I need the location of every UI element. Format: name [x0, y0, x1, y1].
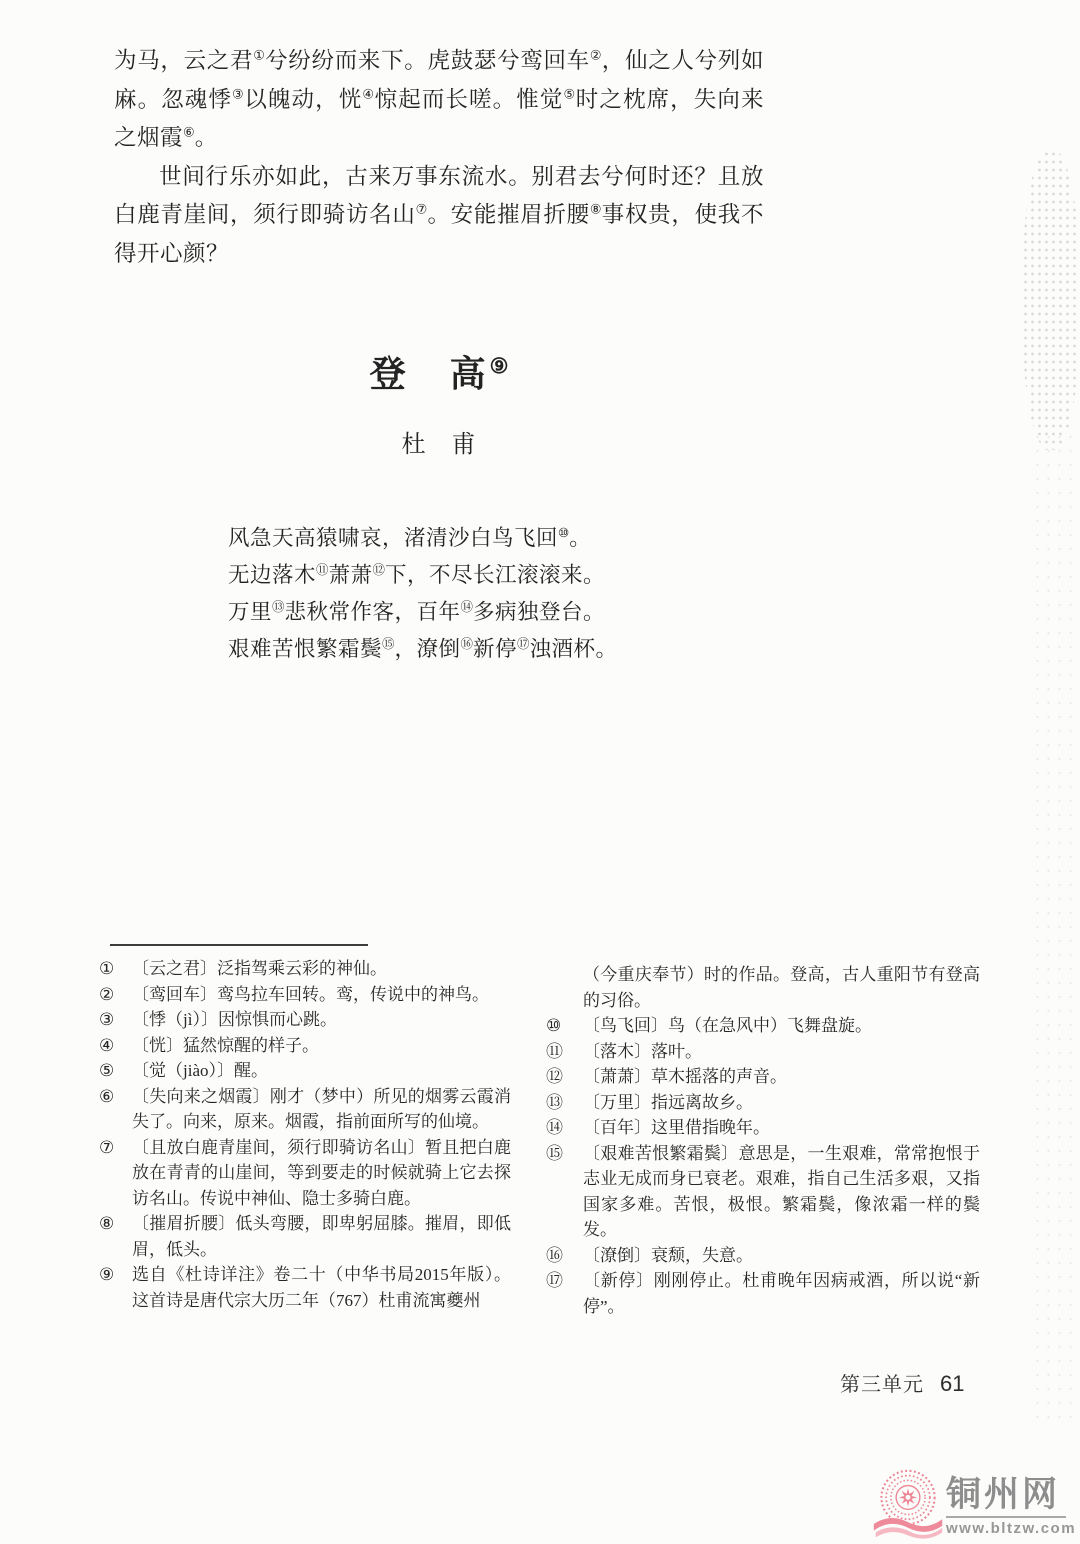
footnote-item [546, 1039, 980, 1065]
footnote-text: 选自《杜诗详注》卷二十（中华书局2015年版）。这首诗是唐代宗大历二年（767）杜甫流寓夔州 [132, 1265, 511, 1310]
footnote-marker: ⑧ [99, 1214, 115, 1233]
footnote-text: 〔新停〕刚刚停止。杜甫晚年因病戒酒，所以说“新停”。 [583, 1271, 980, 1316]
footnotes-left-column [99, 956, 511, 1313]
footnote-marker: ⑬ [546, 1092, 563, 1112]
footnote-item [546, 1141, 980, 1243]
footnote-item [546, 1243, 980, 1269]
footnote-marker: ⑫ [546, 1067, 563, 1086]
footnote-text: 〔鸟飞回〕鸟（在急风中）飞舞盘旋。 [583, 1016, 872, 1035]
footnote-item [99, 1135, 511, 1212]
footnote-marker: ③ [99, 1010, 115, 1029]
footnote-item [99, 982, 511, 1008]
scan-noise-cluster [1022, 150, 1080, 450]
unit-label: 第三单元 [840, 1374, 924, 1396]
poem-title: 登 高⑨ [369, 354, 509, 394]
footnote-text: 〔觉（jiào）〕醒。 [132, 1061, 268, 1080]
footnote-item [99, 1058, 511, 1084]
footnote-item [546, 1090, 980, 1116]
footnote-marker: ④ [99, 1035, 115, 1055]
footnote-text: 〔萧萧〕草木摇落的声音。 [583, 1067, 787, 1086]
footnote-marker: ⑤ [99, 1061, 115, 1080]
poem-author: 杜 甫 [401, 432, 477, 458]
footnote-item [99, 1007, 511, 1033]
footnotes-right-column [546, 962, 980, 1319]
footnote-item [99, 1033, 511, 1059]
footnote-item [546, 1013, 980, 1039]
footnote-item [99, 1262, 511, 1313]
watermark-text-block [946, 1477, 1076, 1537]
footnote-text: 〔云之君〕泛指驾乘云彩的神仙。 [132, 959, 387, 978]
poem-line: 无边落木⑪萧萧⑫下，不尽长江滚滚来。 [228, 562, 606, 587]
page-number: 61 [940, 1371, 965, 1396]
footnote-item [99, 1084, 511, 1135]
footnote-item [546, 1115, 980, 1141]
watermark-site-name: 铜州网 [946, 1475, 1061, 1514]
poem-line: 万里⑬悲秋常作客，百年⑭多病独登台。 [228, 599, 606, 624]
footnote-marker: ⑰ [546, 1271, 563, 1290]
footnote-divider [110, 944, 368, 946]
footnote-text: 〔落木〕落叶。 [583, 1041, 702, 1061]
footnotes-right-list [546, 1013, 980, 1319]
poem-line: 风急天高猿啸哀，渚清沙白鸟飞回⑩。 [228, 525, 592, 550]
footnote-marker: ① [99, 959, 115, 978]
watermark-rule [946, 1516, 1066, 1518]
site-watermark [868, 1455, 1076, 1543]
footnote-text: 〔摧眉折腰〕低头弯腰，即卑躬屈膝。摧眉，即低眉，低头。 [132, 1214, 511, 1259]
footnote-text: 〔艰难苦恨繁霜鬓〕意思是，一生艰难，常常抱恨于志业无成而身已衰老。艰难，指自己生活多艰，又指国家多难。苦恨，极恨。繁霜鬓，像浓霜一样的鬓发。 [583, 1143, 980, 1239]
scan-noise-edge [1032, 430, 1080, 1430]
footnote-item [546, 1064, 980, 1090]
footnote-item [546, 1268, 980, 1319]
footnote-marker: ⑮ [546, 1143, 563, 1163]
footnote-text: 〔悸（jì）〕因惊惧而心跳。 [132, 1010, 337, 1029]
prose-paragraph-1: 为马，云之君①兮纷纷而来下。虎鼓瑟兮鸾回车②，仙之人兮列如麻。忽魂悸③以魄动，恍④惊起而长嗟。惟觉⑤时之枕席，失向来之烟霞⑥。 [114, 47, 764, 150]
footnote-marker: ⑯ [546, 1245, 563, 1265]
footnote-text: 〔且放白鹿青崖间，须行即骑访名山〕暂且把白鹿放在青青的山崖间，等到要走的时候就骑上它去探访名山。传说中神仙、隐士多骑白鹿。 [132, 1137, 511, 1208]
footnote-marker: ⑦ [99, 1137, 115, 1157]
footnote-marker: ⑥ [99, 1086, 115, 1106]
footnote-text: 〔百年〕这里借指晚年。 [583, 1118, 770, 1137]
footnote-text: 〔恍〕猛然惊醒的样子。 [132, 1035, 319, 1055]
prose-section [114, 42, 764, 273]
footnote-text: 〔失向来之烟霞〕刚才（梦中）所见的烟雾云霞消失了。向来，原来。烟霞，指前面所写的仙境。 [132, 1086, 511, 1131]
poem-body [228, 520, 618, 668]
footnote-marker: ⑩ [546, 1016, 562, 1035]
footnote-marker: ⑭ [546, 1118, 563, 1137]
footnote-item [99, 1211, 511, 1262]
footnote-text: 〔万里〕指远离故乡。 [583, 1092, 753, 1112]
prose-paragraph-2: 世间行乐亦如此，古来万事东流水。别君去兮何时还？且放白鹿青崖间，须行即骑访名山⑦。安能摧眉折腰⑧事权贵，使我不得开心颜？ [114, 163, 764, 266]
footnote-item [99, 956, 511, 982]
footnote-marker: ⑨ [99, 1265, 115, 1284]
poem-line: 艰难苦恨繁霜鬓⑮，潦倒⑯新停⑰浊酒杯。 [228, 636, 618, 661]
page-footer [840, 1368, 964, 1397]
footnote-marker: ⑪ [546, 1041, 563, 1061]
footnote-continuation: （今重庆奉节）时的作品。登高，古人重阳节有登高的习俗。 [583, 965, 980, 1010]
watermark-seal-icon [870, 1467, 946, 1543]
footnote-text: 〔潦倒〕衰颓，失意。 [583, 1245, 753, 1265]
footnote-text: 〔鸾回车〕鸾鸟拉车回转。鸾，传说中的神鸟。 [132, 984, 489, 1004]
watermark-url: www.bltzw.com [946, 1520, 1077, 1537]
footnote-marker: ② [99, 984, 115, 1004]
